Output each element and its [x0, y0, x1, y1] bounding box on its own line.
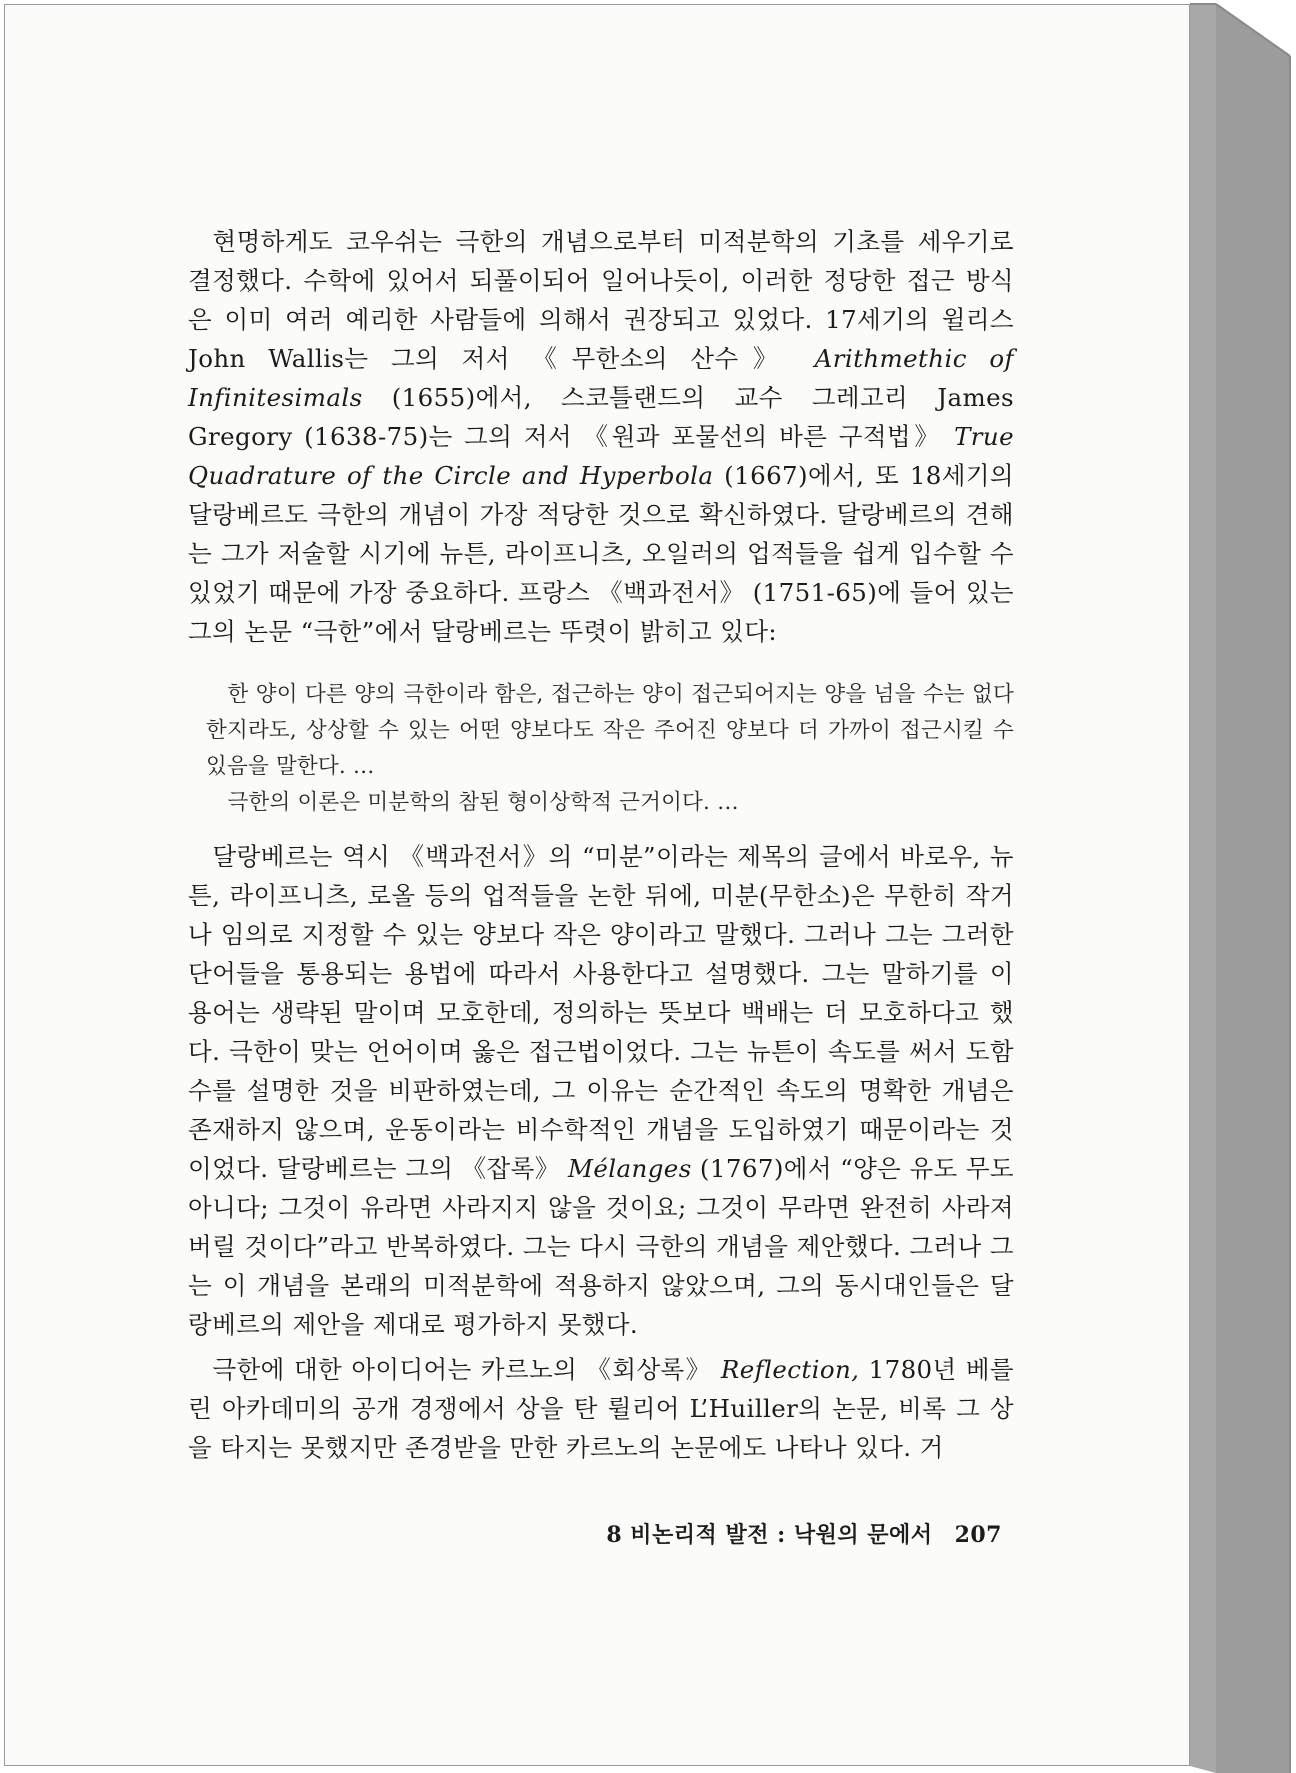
paragraph-3-text-a: 극한에 대한 아이디어는 카르노의 《회상록》: [212, 1355, 721, 1384]
paragraph-3-text-b: 1780년 베를린 아카데미의 공개 경쟁에서 상을 탄 륄리어 L’Huiller의 논문, 비록 그 상을 타지는 못했지만 존경받을 만한 카르노의 논문에도 나타나 있다. 거: [188, 1355, 1014, 1462]
paragraph-1: [188, 222, 1014, 651]
paragraph-1-text-a: 현명하게도 코우쉬는 극한의 개념으로부터 미적분학의 기초를 세우기로 결정했다. 수학에 있어서 되풀이되어 일어나듯이, 이러한 정당한 접근 방식은 이미 여러 예리한 사람들에 의해서 권장되고 있었다. 17세기의 윌리스 John Wallis는 그의 저서 《무한소의 산수》: [188, 227, 1014, 373]
paragraph-1-text-c: (1667)에서, 또 18세기의 달랑베르도 극한의 개념이 가장 적당한 것으로 확신하였다. 달랑베르의 견해는 그가 저술할 시기에 뉴튼, 라이프니츠, 오일러의 업적들을 쉽게 입수할 수 있었기 때문에 가장 중요하다. 프랑스 《백과전서》 (1751-65)에 들어 있는 그의 논문 “극한”에서 달랑베르는 뚜렷이 밝히고 있다:: [188, 461, 1014, 646]
english-title-reflection: Reflection,: [720, 1355, 860, 1384]
quote-line-1: 한 양이 다른 양의 극한이라 함은, 접근하는 양이 접근되어지는 양을 넘을 수는 없다 한지라도, 상상할 수 있는 어떤 양보다도 작은 주어진 양보다 더 가까이 접근시킬 수 있음을 말한다. …: [206, 682, 1014, 779]
english-title-arithmetic: Arithmethic of Infinitesimals: [188, 344, 1014, 412]
paragraph-2-text-b: (1767)에서 “양은 유도 무도 아니다; 그것이 유라면 사라지지 않을 것이요; 그것이 무라면 완전히 사라져버릴 것이다”라고 반복하였다. 그는 다시 극한의 개념을 제안했다. 그러나 그는 이 개념을 본래의 미적분학에 적용하지 않았으며, 그의 동시대인들은 달랑베르의 제안을 제대로 평가하지 못했다.: [188, 1154, 1014, 1339]
english-title-melanges: Mélanges: [567, 1154, 692, 1183]
paragraph-2-text-a: 달랑베르는 역시 《백과전서》의 “미분”이라는 제목의 글에서 바로우, 뉴튼, 라이프니츠, 로올 등의 업적들을 논한 뒤에, 미분(무한소)은 무한히 작거나 임의로 지정할 수 있는 양보다 작은 양이라고 말했다. 그러나 그는 그러한 단어들을 통용되는 용법에 따라서 사용한다고 설명했다. 그는 말하기를 이 용어는 생략된 말이며 모호한데, 정의하는 뜻보다 백배는 더 모호하다고 했다. 극한이 맞는 언어이며 옳은 접근법이었다. 그는 뉴튼이 속도를 써서 도함수를 설명한 것을 비판하였는데, 그 이유는 순간적인 속도의 명확한 개념은 존재하지 않으며, 운동이라는 비수학적인 개념을 도입하였기 때문이라는 것이었다. 달랑베르는 그의 《잡록》: [188, 842, 1014, 1183]
page-number: 207: [954, 1522, 1002, 1548]
page-footer: [606, 1518, 1002, 1549]
paragraph-1-text-b: (1655)에서, 스코틀랜드의 교수 그레고리 James Gregory (1638-75)는 그의 저서 《원과 포물선의 바른 구적법》: [188, 383, 1014, 451]
quote-line-2: 극한의 이론은 미분학의 참된 형이상학적 근거이다. …: [227, 790, 739, 815]
body-text: [188, 222, 1014, 1467]
running-head: 8 비논리적 발전 : 낙원의 문에서: [606, 1522, 933, 1548]
paragraph-3: [188, 1350, 1014, 1467]
paragraph-2: [188, 837, 1014, 1344]
english-title-quadrature: True Quadrature of the Circle and Hyperbola: [188, 422, 1014, 490]
page-stack-edge: [1190, 0, 1296, 1773]
block-quote: [188, 677, 1014, 821]
